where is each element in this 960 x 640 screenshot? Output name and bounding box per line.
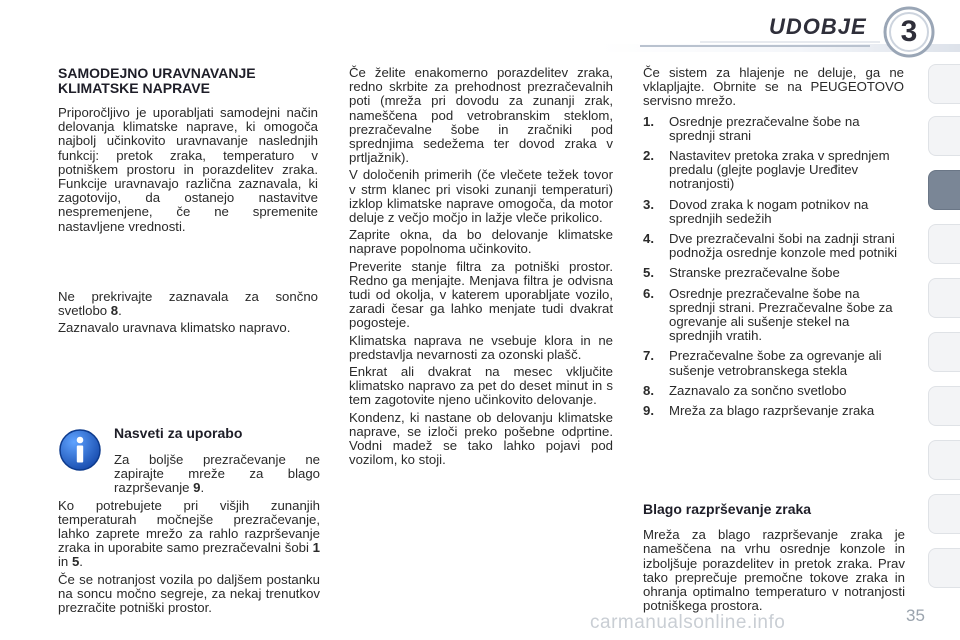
chapter-tab-10[interactable] <box>928 548 960 588</box>
chapter-tab-1[interactable] <box>928 64 960 104</box>
chapter-tab-4[interactable] <box>928 224 960 264</box>
section-heading: SAMODEJNO URAVNAVANJE KLIMATSKE NAPRAVE <box>58 65 256 96</box>
middle-paragraph-5: Klimatska naprava ne vsebuje klora in ne predstavlja nevarnosti za ozonski plašč. <box>349 332 613 362</box>
soft-spray-section <box>643 502 905 613</box>
tips-block <box>58 424 320 618</box>
list-item: 6. Osrednje prezračevalne šobe na sprednji strani. Prezračevalne šobe za ogrevanje ali sušenje stekel na sprednjih vratih. <box>643 285 893 344</box>
watermark: carmanualsonline.info <box>590 612 786 633</box>
column-right <box>643 66 904 424</box>
intro-paragraph: Priporočljivo je uporabljati samodejni način delovanja klimatske naprave, ki omogoča najbolj učinkovito uravnavanje naslednjih funkcij: pretok zraka, temperaturo v potniškem prostoru in porazdelitev zraka. Funkcije uravnavajo različna zaznavala, ki zagotovijo, da ostanejo nastavitve nespremenjene, če ne spremenite nastavljene vrednosti. <box>58 105 318 234</box>
list-item: 9. Mreža za blago razprševanje zraka <box>643 403 875 419</box>
chapter-tab-2[interactable] <box>928 116 960 156</box>
chapter-tab-3-active[interactable] <box>928 170 960 210</box>
list-item: 3. Dovod zraka k nogam potnikov na sprednjih sedežih <box>643 196 869 226</box>
middle-paragraph-3: Zaprite okna, da bo delovanje klimatske naprave popolnoma učinkovito. <box>349 227 613 257</box>
chapter-tab-7[interactable] <box>928 386 960 426</box>
chapter-title: UDOBJE <box>769 14 867 39</box>
list-item: 7. Prezračevalne šobe za ogrevanje ali sušenje vetrobranskega stekla <box>643 348 882 378</box>
vent-list <box>643 115 904 419</box>
tips-paragraph-2: Ko potrebujete pri višjih zunanjih temperaturah močnejše prezračevanje, lahko zaprete mrežo za rahlo razprševanje zraka in uporabite samo prezračevalni šobi 1 in 5. <box>58 497 320 570</box>
cooling-warning: Če sistem za hlajenje ne deluje, ga ne vklapljajte. Obrnite se na PEUGEOTOVO servisno mrežo. <box>643 65 904 109</box>
tips-paragraph-1: Za boljše prezračevanje ne zapirajte mreže za blago razprševanje 9. <box>114 452 320 496</box>
list-item: 5. Stranske prezračevalne šobe <box>643 265 840 281</box>
list-item: 4. Dve prezračevalni šobi na zadnji strani podnožja osrednje konzole med potniki <box>643 231 897 261</box>
list-item: 8. Zaznavalo za sončno svetlobo <box>643 382 847 398</box>
middle-paragraph-7: Kondenz, ki nastane ob delovanju klimatske naprave, se izloči preko pošebne odprtine. Vodni madež se tako lahko pojavi pod vozilom, ko stoji. <box>349 409 613 468</box>
list-item: 2. Nastavitev pretoka zraka v sprednjem predalu (glejte poglavje Uređitev notranjosti) <box>643 148 890 192</box>
page-number: 35 <box>906 606 925 625</box>
list-item: 1. Osrednje prezračevalne šobe na sprednji strani <box>643 113 860 143</box>
middle-paragraph-1: Če želite enakomerno porazdelitev zraka, redno skrbite za prehodnost prezračevalnih poti (mreža pri dovodu za zunanji zrak, nameščena pod vetrobranskim steklom, prezračevalne šobe in zračniki pod sprednjima sedežema ter dovod zraka v prtljažnik). <box>349 65 613 166</box>
middle-paragraph-4: Preverite stanje filtra za potniški prostor. Redno ga menjajte. Menjava filtra je odvisna tudi od okolja, v katerem uporabljate vozilo, zaradi česar ga lahko menjate tudi dvakrat pogosteje. <box>349 258 613 331</box>
soft-spray-heading: Blago razprševanje zraka <box>643 501 812 517</box>
chapter-tab-5[interactable] <box>928 278 960 318</box>
column-middle <box>349 66 613 470</box>
tips-heading: Nasveti za uporabo <box>114 425 243 441</box>
soft-spray-paragraph: Mreža za blago razprševanje zraka je nameščena na vrhu osrednje konzole in izboljšuje porazdelitev in pretok zraka. Prav tako preprečuje premočne tokove zraka in ohranja optimalno temperaturo v notranjosti potniškega prostora. <box>643 527 905 614</box>
chapter-tab-8[interactable] <box>928 440 960 480</box>
middle-paragraph-6: Enkrat ali dvakrat na mesec vključite klimatsko napravo za pet do deset minut in s tem zagotovite njeno učinkovito delovanje. <box>349 364 613 408</box>
sensor-note: Zaznavalo uravnava klimatsko napravo. <box>58 320 291 336</box>
tips-paragraph-3: Če se notranjost vozila po daljšem postanku na soncu močno segreje, za nekaj trenutkov prezračite potniški prostor. <box>58 571 320 616</box>
middle-paragraph-2: V določenih primerih (če vlečete težek tovor v strm klanec pri visoki zunanji temperaturi) izklop klimatske naprave omogoča, da motor deluje z večjo močjo in lažje vleče prikolico. <box>349 167 613 226</box>
chapter-tab-9[interactable] <box>928 494 960 534</box>
sensor-paragraph: Ne prekrivajte zaznavala za sončno svetlobo 8. <box>58 288 318 319</box>
chapter-tab-6[interactable] <box>928 332 960 372</box>
chapter-number: 3 <box>900 15 918 48</box>
column-left <box>58 66 318 338</box>
